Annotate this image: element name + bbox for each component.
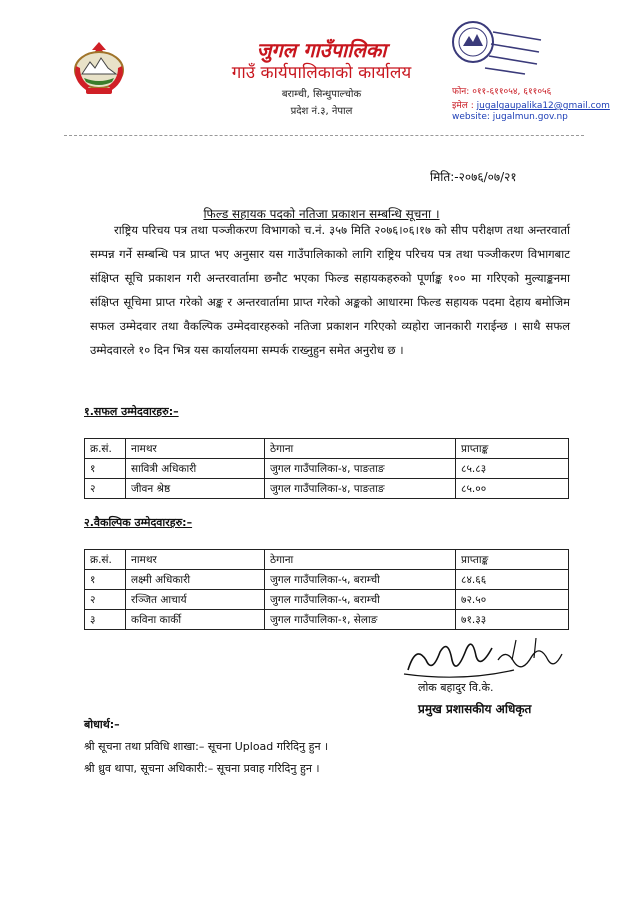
cc-label: बोधार्थ:– xyxy=(84,718,120,731)
section-alternate-heading: २.वैकल्पिक उम्मेदवारहरु:– xyxy=(84,516,193,529)
phone-line xyxy=(452,84,551,97)
table-row xyxy=(85,610,569,630)
col-address: ठेगाना xyxy=(265,439,456,459)
alternate-candidates-table xyxy=(84,549,569,630)
header-divider xyxy=(64,135,584,136)
cell-score: ७१.३३ xyxy=(456,610,569,630)
signatory-title: प्रमुख प्रशासकीय अधिकृत xyxy=(418,702,532,716)
cell-address: जुगल गाउँपालिका-५, बराम्ची xyxy=(265,590,456,610)
cell-name: जीवन श्रेष्ठ xyxy=(126,479,265,499)
cell-name: कविना कार्की xyxy=(126,610,265,630)
website-label: website: xyxy=(452,112,490,122)
cell-score: ८४.६६ xyxy=(456,570,569,590)
table-row xyxy=(85,570,569,590)
cell-address: जुगल गाउँपालिका-४, पाङताङ xyxy=(265,479,456,499)
cell-score: ७२.५० xyxy=(456,590,569,610)
phone-value: ०११-६११०५४, ६११०५६ xyxy=(472,87,552,97)
successful-candidates-table xyxy=(84,438,569,499)
cell-score: ८५.०० xyxy=(456,479,569,499)
cell-sn: २ xyxy=(85,479,126,499)
cell-name: सावित्री अधिकारी xyxy=(126,459,265,479)
col-score: प्राप्ताङ्क xyxy=(456,439,569,459)
cell-sn: २ xyxy=(85,590,126,610)
table-row xyxy=(85,590,569,610)
cell-score: ८५.८३ xyxy=(456,459,569,479)
phone-label: फोन: xyxy=(452,87,470,97)
col-address: ठेगाना xyxy=(265,550,456,570)
cell-address: जुगल गाउँपालिका-५, बराम्ची xyxy=(265,570,456,590)
cell-sn: १ xyxy=(85,459,126,479)
email-link[interactable]: jugalgaupalika12@gmail.com xyxy=(476,101,610,111)
table-row xyxy=(85,479,569,499)
table-header-row xyxy=(85,550,569,570)
website-line xyxy=(452,112,568,122)
cc-line-2: श्री ध्रुव थापा, सूचना अधिकारी:– सूचना प्रवाह गरिदिनु हुन । xyxy=(84,762,320,775)
section-successful-heading: १.सफल उम्मेदवारहरु:– xyxy=(84,405,179,418)
col-sn: क्र.सं. xyxy=(85,550,126,570)
cell-name: लक्ष्मी अधिकारी xyxy=(126,570,265,590)
notice-body xyxy=(90,218,570,362)
website-link[interactable]: jugalmun.gov.np xyxy=(492,112,568,122)
office-name: गाउँ कार्यपालिकाको कार्यालय xyxy=(231,63,412,83)
table-header-row xyxy=(85,439,569,459)
col-name: नामथर xyxy=(126,550,265,570)
col-name: नामथर xyxy=(126,439,265,459)
table-row xyxy=(85,459,569,479)
org-name: जुगल गाउँपालिका xyxy=(256,38,387,62)
email-label: इमेल : xyxy=(452,101,474,111)
address-line-1: बराम्ची, सिन्धुपाल्चोक xyxy=(281,89,362,100)
col-score: प्राप्ताङ्क xyxy=(456,550,569,570)
cell-address: जुगल गाउँपालिका-४, पाङताङ xyxy=(265,459,456,479)
col-sn: क्र.सं. xyxy=(85,439,126,459)
cc-line-1: श्री सूचना तथा प्रविधि शाखा:– सूचना Upload गरिदिनु हुन । xyxy=(84,740,329,753)
address-line-2: प्रदेश नं.३, नेपाल xyxy=(290,106,353,117)
cell-name: रञ्जित आचार्य xyxy=(126,590,265,610)
email-line xyxy=(452,98,610,111)
notice-subject: फिल्ड सहायक पदको नतिजा प्रकाशन सम्बन्धि सूचना । xyxy=(203,207,440,221)
cell-sn: ३ xyxy=(85,610,126,630)
notice-date: मिति:-२०७६/०७/२१ xyxy=(430,170,517,184)
signatory-name: लोक बहादुर वि.के. xyxy=(418,681,494,694)
cell-sn: १ xyxy=(85,570,126,590)
cell-address: जुगल गाउँपालिका-१, सेलाङ xyxy=(265,610,456,630)
body-paragraph: राष्ट्रिय परिचय पत्र तथा पञ्जीकरण विभागको च.नं. ३५७ मिति २०७६।०६।१७ को सीप परीक्षण तथा अन्तरवार्ता सम्पन्न गर्ने सम्बन्धि पत्र प्राप्त भए अनुसार यस गाउँपालिकाको लागि राष्ट्रिय परिचय पत्र तथा पञ्जीकरण विभागबाट संक्षिप्त सूचि प्रकाशन गरी अन्तरवार्तामा छनौट भएका फिल्ड सहायकहरुको पूर्णाङ्क १०० मा गरिएको मुल्याङ्कनमा संक्षिप्त सूचिमा प्राप्त गरेको अङ्क र अन्तरवार्तामा प्राप्त गरेको अङ्कको आधारमा फिल्ड सहायक पदमा देहाय बमोजिम सफल उम्मेदवार तथा वैकल्पिक उम्मेदवारहरुको नतिजा प्रकाशन गरिएको व्यहोरा जानकारी गराईन्छ । साथै सफल उम्मेदवारले १० दिन भित्र यस कार्यालयमा सम्पर्क राख्नुहुन समेत अनुरोध छ । xyxy=(90,223,570,357)
